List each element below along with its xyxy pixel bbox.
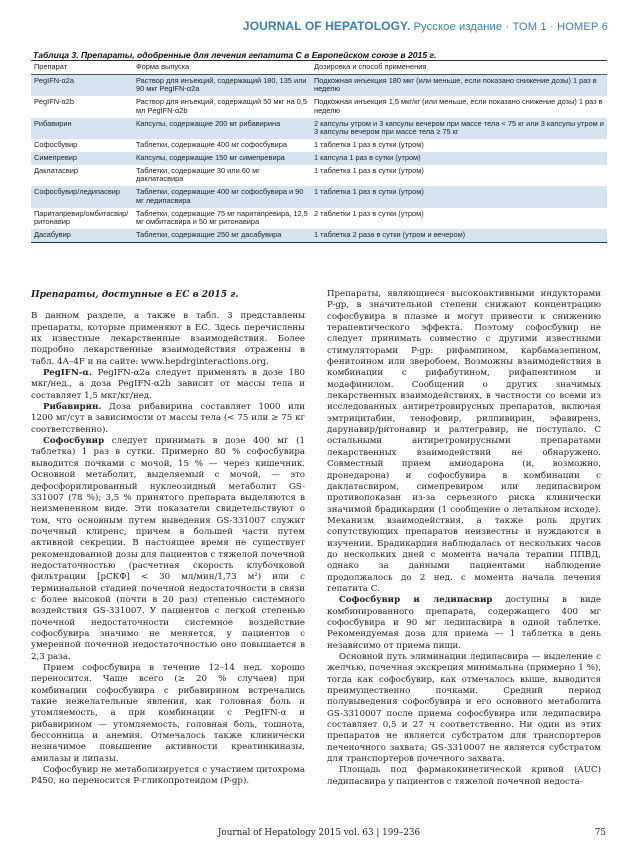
paragraph-pegifn	[31, 368, 305, 402]
page-number: 75	[594, 828, 606, 838]
table-cell: Симепревир	[31, 152, 133, 165]
table-row	[31, 186, 607, 207]
paragraph-text: доступны в виде комбинированного препарата, содержащего 400 мг софосбувира и 90 мг ледипасвира в одной таблетке. Рекомендуемая доза для приема — 1 таблетка в день независимо от приема пищи.	[327, 595, 601, 651]
table-row	[31, 208, 607, 229]
table-cell: Таблетки, содержащие 400 мг софосбувира и 90 мг ледипасвира	[133, 186, 311, 207]
table-cell: Дасабувир	[31, 229, 133, 242]
section-heading: Препараты, доступные в ЕС в 2015 г.	[31, 289, 239, 300]
table-cell: 2 капсулы утром и 3 капсулы вечером при массе тела < 75 кг или 3 капсулы утром и 3 капсулы вечером при массе тела ≥ 75 кг	[311, 118, 607, 139]
table-row	[31, 229, 607, 242]
term-label: Рибавирин.	[43, 402, 102, 413]
paragraph-metabolism: Софосбувир не метаболизируется с участием цитохрома P450, но переносится Р-гликопротеидом (P-gp).	[31, 765, 305, 787]
header-separator: ·	[549, 21, 554, 33]
column-header-drug: Препарат	[31, 61, 133, 75]
table-cell: Раствор для инъекций, содержащий 50 мкг на 0,5 мл PegIFN-α2b	[136, 97, 308, 115]
table-caption: Таблица 3. Препараты, одобренные для лечения гепатита С в Европейском союзе в 2015 г.	[33, 50, 437, 60]
paragraph-elimination: Основной путь элиминации ледипасвира — выделение с желчью, почечная экскреция минимальна (примерно 1 %), тогда как софосбувир, как отмечалось выше, выводится преимущественно почками. Средний период полувыведения софосбувира и его основного метаболита GS-3310007 после приема софосбувира или ледипасвира составляет 0,5 и 27 ч соответственно. Ни один из этих препаратов не является субстратом для транспортеров печеночного захвата; GS-3310007 не является субстратом для транспортеров почечного захвата.	[327, 652, 601, 765]
table-row	[31, 165, 607, 186]
paragraph-sofosbuvir	[31, 436, 305, 663]
paragraph-auc: Площадь под фармакокинетической кривой (AUC) ледипасвира у пациентов с тяжелой почечной недоста-	[327, 765, 601, 787]
term-label: Софосбувир	[43, 436, 105, 447]
right-column	[327, 289, 601, 788]
table-cell: Таблетки, содержащие 30 или 60 мг даклатасвира	[136, 165, 260, 184]
table-cell: Даклатасвир	[34, 165, 78, 175]
table-cell: Подкожная инъекция 180 мкг (или меньше, если показано снижение дозы) 1 раз в неделю	[311, 74, 607, 96]
issue-label: НОМЕР 6	[556, 21, 608, 33]
paragraph-ledipasvir	[327, 595, 601, 652]
journal-title: JOURNAL OF HEPATOLOGY.	[242, 19, 411, 33]
paragraph-intro: В данном разделе, а также в табл. 3 представлены препараты, которые применяют в ЕС. Здесь перечислены их известные лекарственные взаимодействия. Более подробно лекарственные взаимодействия отражены в табл. 4А–4F и на сайте: www.hepdrginteractions.org.	[31, 311, 305, 367]
table-cell: Капсулы, содержащие 150 мг симепревира	[133, 152, 311, 165]
table-cell: Рибавирин	[31, 118, 133, 139]
header-separator: ·	[505, 21, 510, 33]
table-cell: Таблетки, содержащие 250 мг дасабувира	[133, 229, 311, 242]
paragraph-text: PegIFN-α2a следует применять в дозе 180 мкг/нед., а доза PegIFN-α2b зависит от массы тела и составляет 1,5 мкг/кг/нед.	[31, 368, 305, 401]
table-row	[31, 74, 607, 96]
edition-label: Русское издание	[413, 21, 503, 33]
term-label: Софосбувир и ледипасвир	[339, 595, 493, 606]
table-cell: Паритапревир/омбитасвир/ритонавир	[34, 208, 129, 227]
table-cell: PegIFN-α2b	[34, 97, 75, 107]
paragraph-tolerance: Прием софосбувира в течение 12–14 нед. хорошо переносится. Чаще всего (≥ 20 % случаев) при комбинации софосбувира с рибавирином встречались такие нежелательные явления, как головная боль и утомляемость, а при комбинации с PegIFN-α и рибавирином — утомляемость, головная боль, тошнота, бессонница и анемия. Отмечалось также клинически незначимое повышение активности креатинкиназы, амилазы и липазы.	[31, 663, 305, 764]
paragraph-ribavirin	[31, 402, 305, 436]
table-cell: 1 таблетка 1 раз в сутки (утром)	[311, 186, 607, 207]
table-cell: 1 капсула 1 раз в сутки (утром)	[311, 152, 607, 165]
table-cell: Софосбувир/ледипасвир	[31, 186, 133, 207]
table-cell: Подкожная инъекция 1,5 мкг/кг (или меньше, если показано снижение дозы) 1 раз в неделю	[314, 97, 603, 115]
table-row	[31, 139, 607, 152]
column-header-dosage: Дозировка и способ применения	[311, 61, 607, 75]
table-cell: 1 таблетка 1 раз в сутки (утром)	[314, 165, 424, 175]
table-row	[31, 96, 607, 117]
table-row	[31, 152, 607, 165]
table-cell: Раствор для инъекций, содержащий 180, 135 или 90 мкг PegIFN-α2a	[133, 74, 311, 96]
table-cell: 1 таблетка 1 раз в сутки (утром)	[314, 140, 424, 150]
term-label: PegIFN-α.	[43, 368, 93, 379]
table-cell: Софосбувир	[34, 140, 78, 150]
table-cell: Таблетки, содержащие 75 мг паритапревира, 12,5 мг омбитасвира и 50 мг ритонавира	[136, 208, 308, 227]
paragraph-text: Доза рибавирина составляет 1000 или 1200 мг/сут в зависимости от массы тела (< 75 или ≥ 75 кг соответственно).	[31, 402, 305, 435]
table-header-row	[31, 61, 607, 75]
table-row	[31, 118, 607, 139]
left-column	[31, 289, 305, 788]
volume-label: ТОМ 1	[512, 21, 547, 33]
footer-citation: Journal of Hepatology 2015 vol. 63 | 199–236	[217, 828, 421, 838]
running-header	[243, 19, 608, 33]
table-cell: Таблетки, содержащие 400 мг софосбувира	[136, 140, 287, 150]
paragraph-text: следует принимать в дозе 400 мг (1 таблетка) 1 раз в сутки. Примерно 80 % софосбувира выводится почками с мочой, 15 % — через кишечник. Основной метаболит, выделяемый с мочой, — это дефосфорилированный нуклеозидный метаболит GS-331007 (78 %); 3,5 % принятого препарата выделяются в неизмененном виде. Эти показатели свидетельствуют о том, что основным путем выведения GS-331007 служит почечный клиренс, причем в большей части путем активной секреции. В настоящее время не существует рекомендованной дозы для пациентов с тяжелой почечной недостаточностью (расчетная скорость клубочковой фильтрации [рСКФ] < 30 мл/мин/1,73 м²) или с терминальной стадией почечной недостаточности в связи с более высокой (почти в 20 раз) степенью системного воздействия GS-331007. У пациентов с легкой степенью почечной недостаточности системное воздействие софосбувира значимо не меняется, у пациентов с умеренной почечной недостаточностью оно повышается в 2,3 раза.	[31, 436, 305, 662]
table-cell: PegIFN-α2a	[31, 74, 133, 96]
drugs-table	[31, 60, 607, 243]
paragraph-interactions: Препараты, являющиеся высокоактивными индукторами P-gp, в значительной степени снижают концентрацию софосбувира в плазме и могут привести к снижению терапевтического эффекта. Поэтому софосбувир не следует принимать совместно с другими известными стимуляторами P-gp: рифампином, карбамазепином, фенитоином или зверобоем. Возможны взаимодействия в комбинации с рифабутином, рифапентином и модафинилом. Сообщений о других значимых лекарственных взаимодействиях, в частности со всеми из исследованных антиретровирусных препаратов, включая эмтрицитабин, тенофовир, рилпивирин, эфавиренз, дарунавир/ритонавир и ралтегравир, не поступало. С остальными антиретровирусными препаратами лекарственных взаимодействий не обнаружено. Совместный прием амиодарона (и, возможно, дронедарона) и софосбувира в комбинации с даклатасвиром, симепревиром или ледипасвиром противопоказан из-за серьезного риска клинически значимой брадикардии (1 сообщение о летальном исходе). Механизм взаимодействия, а также роль других сопутствующих препаратов неизвестны и нуждаются в изучении. Брадикардия наблюдалась от нескольких часов до нескольких дней с момента начала терапии ППВД, однако за данными пациентами наблюдение продолжалось до 2 нед. с момента начала лечения гепатита С.	[327, 289, 601, 594]
column-header-form: Форма выпуска	[133, 61, 311, 75]
table-cell: 1 таблетка 2 раза в сутки (утром и вечером)	[311, 229, 607, 242]
table-cell: 2 таблетки 1 раз в сутки (утром)	[314, 208, 424, 218]
table-cell: Капсулы, содержащие 200 мг рибавирина	[133, 118, 311, 139]
